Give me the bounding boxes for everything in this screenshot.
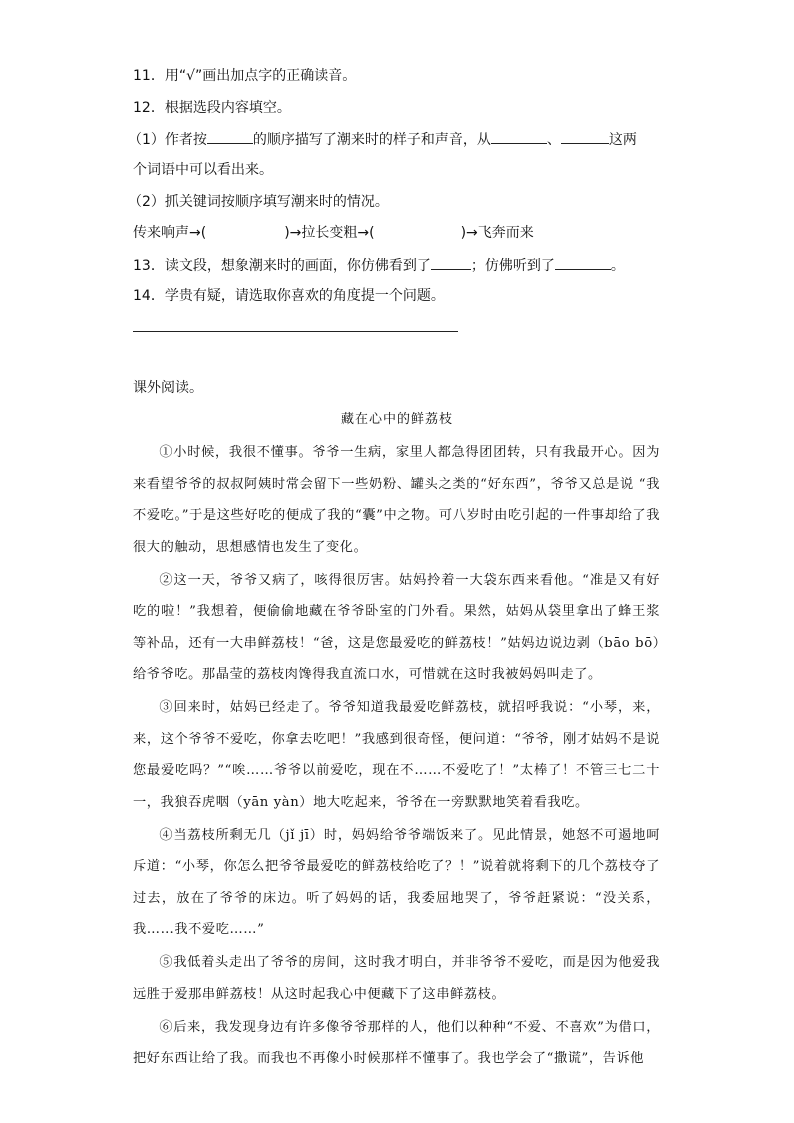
question-12-part-1 (128, 129, 637, 150)
question-11: 11．用“√”画出加点字的正确读音。 (133, 68, 357, 84)
paragraph-1: ①小时候，我很不懂事。爷爷一生病，家里人都急得团团转，只有我最开心。因为来看望爷爷的叔叔阿姨时常会留下一些奶粉、罐头之类的“好东西”，爷爷又总是说 “我不爱吃。”于是这些好吃的便成了我的“囊”中之物。可八岁时由吃引起的一件事却给了我很大的触动，思想感情也发生了变化。 (133, 445, 660, 555)
paragraph-5: ⑤我低着头走出了爷爷的房间，这时我才明白，并非爷爷不爱吃，而是因为他爱我远胜于爱那串鲜荔枝！从这时起我心中便藏下了这串鲜荔枝。 (133, 955, 660, 1002)
question-text: 这两 (608, 132, 637, 148)
question-12: 12．根据选段内容填空。 (133, 100, 291, 116)
question-12-part-1-continued: 个词语中可以看出来。 (133, 162, 273, 178)
chain-text: )→拉长变粗→( (284, 225, 375, 241)
answer-blank[interactable] (207, 129, 253, 144)
paragraph-2: ②这一天，爷爷又病了，咳得很厉害。姑妈拎着一大袋东西来看他。“准是又有好吃的啦！”我想着，便偷偷地藏在爷爷卧室的门外看。果然，姑妈从袋里拿出了蜂王浆等补品，还有一大串鲜荔枝！“爸，这是您最爱吃的鲜荔枝！”姑妈边说边剥（bāo bō）给爷爷吃。那晶莹的荔枝肉馋得我直流口水，可惜就在这时我被妈妈叫走了。 (133, 572, 660, 682)
question-text: 的顺序描写了潮来时的样子和声音，从 (252, 132, 491, 148)
question-12-part-2: （2）抓关键词按顺序填写潮来时的情况。 (128, 194, 389, 210)
paragraph-6: ⑥后来，我发现身边有许多像爷爷那样的人，他们以种种“不爱、不喜欢”为借口，把好东西让给了我。而我也不再像小时候那样不懂事了。我也学会了“撒谎”，告诉他 (133, 1019, 660, 1066)
answer-blank[interactable] (561, 129, 609, 144)
answer-line[interactable] (133, 331, 458, 332)
article-body (133, 437, 660, 1076)
answer-blank[interactable] (491, 129, 547, 144)
paragraph-4: ④当荔枝所剩无几（jǐ jī）时，妈妈给爷爷端饭来了。见此情景，她怒不可遏地呵斥道：“小琴，你怎么把爷爷最爱吃的鲜荔枝给吃了？！”说着就将剩下的几个荔枝夺了过去，放在了爷爷的床边。听了妈妈的话，我委屈地哭了，爷爷赶紧说：“没关系，我……我不爱吃……” (133, 827, 660, 937)
question-text: 。 (610, 258, 625, 274)
section-label: 课外阅读。 (133, 380, 203, 396)
answer-blank[interactable] (431, 255, 471, 270)
question-text: ；仿佛听到了 (470, 258, 555, 274)
chain-text: )→飞奔而来 (460, 225, 534, 241)
question-12-chain (133, 223, 534, 243)
paragraph-3: ③回来时，姑妈已经走了。爷爷知道我最爱吃鲜荔枝，就招呼我说：“小琴，来，来，这个爷爷不爱吃，你拿去吃吧！”我感到很奇怪，便问道：“爷爷，刚才姑妈不是说您最爱吃吗？”“唉……爷爷以前爱吃，现在不……不爱吃了！”太棒了！不管三七二十一，我狼吞虎咽（yān yàn）地大吃起来，爷爷在一旁默默地笑着看我吃。 (133, 700, 660, 810)
article-title: 藏在心中的鲜荔枝 (340, 412, 453, 427)
question-13 (133, 255, 625, 276)
question-text: （1）作者按 (128, 132, 207, 148)
question-text: 、 (546, 132, 561, 148)
chain-text: 传来响声→( (133, 225, 207, 241)
question-14: 14．学贵有疑，请选取你喜欢的角度提一个问题。 (133, 288, 445, 304)
question-text: 13．读文段，想象潮来时的画面，你仿佛看到了 (133, 258, 431, 274)
answer-blank[interactable] (555, 255, 611, 270)
